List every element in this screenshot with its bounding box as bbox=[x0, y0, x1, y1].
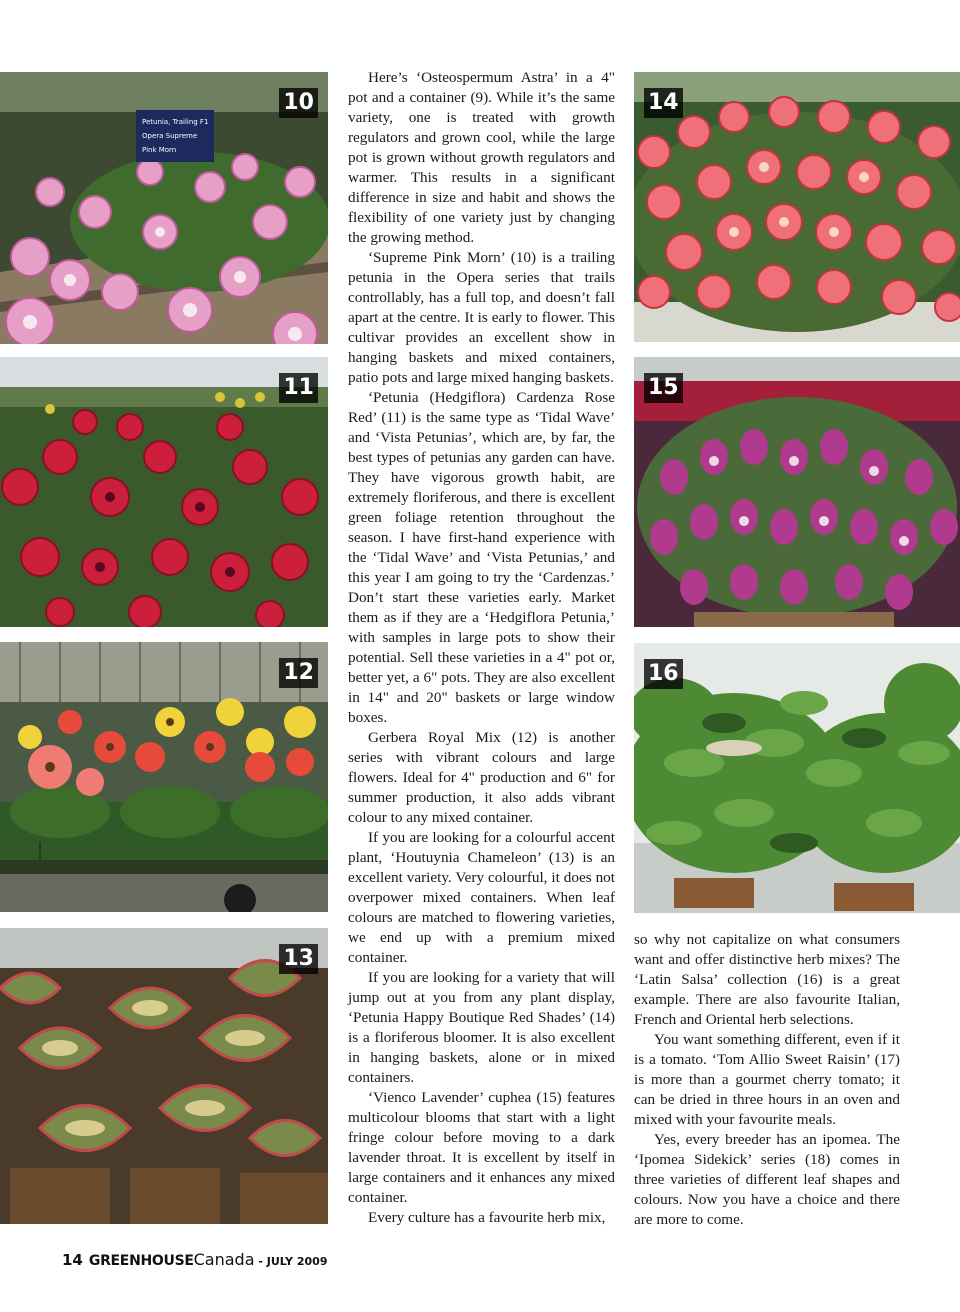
photo-16-latin-salsa-herbs bbox=[634, 643, 960, 913]
photo-number-11: 11 bbox=[279, 373, 318, 403]
paragraph-cardenza-rose-red: ‘Petunia (Hedgiflora) Cardenza Rose Red’ (11) is the same type as ‘Tidal Wave’ and ‘Vista Petunias’, which are, by far, the best types of petunias any garden can have. They have vigorous growth habit, are extremely floriferous, and there is excellent green foliage retention throughout the season. I have first-hand experience with the ‘Tidal Wave’ and ‘Vista Petunias,’ and this year I am going to try the ‘Cardenzas.’ Don’t start these varieties early. Market them as if they are a ‘Hedgiflora Petunia,’ with samples in large pots to show their potential. Sell these varieties in a 4" pot or, better yet, a 6" pots. They are also excellent in 14" and 20" baskets or large window boxes. bbox=[348, 389, 615, 726]
paragraph-houtuynia: If you are looking for a colourful accent plant, ‘Houtuynia Chameleon’ (13) is an excellent variety. Very colourful, it does not overpower mixed containers. When leaf colours are matched to flowering varieties, we end up with a premium mixed container. bbox=[348, 829, 615, 966]
paragraph-vienco-lavender: ‘Vienco Lavender’ cuphea (15) features multicolour blooms that start with a light fringe colour before moving to a dark lavender throat. It is excellent by itself in large containers and it enhances any mixed container. bbox=[348, 1089, 615, 1206]
issue-date: - JULY 2009 bbox=[254, 1255, 328, 1268]
photo-number-16: 16 bbox=[644, 659, 683, 689]
paragraph-osteospermum: Here’s ‘Osteospermum Astra’ in a 4" pot and a container (9). While it’s the same variety, one is treated with growth regulators and grown cool, while the large pot is grown without growth regulators and warmer. This results in a significant difference in size and habit and shows the flexibility of one variety just by changing the growing method. bbox=[348, 69, 615, 246]
photo-11-cardenza-rose-red bbox=[0, 357, 328, 627]
magazine-name-bold: GREENHOUSE bbox=[88, 1253, 194, 1269]
page-number: 14 bbox=[62, 1251, 83, 1269]
photo-number-12: 12 bbox=[279, 658, 318, 688]
photo-number-13: 13 bbox=[279, 944, 318, 974]
photo-14-image bbox=[634, 72, 960, 342]
photo-14-petunia-happy-boutique bbox=[634, 72, 960, 342]
paragraph-herb-intro: Every culture has a favourite herb mix, bbox=[368, 1209, 606, 1226]
photo-15-image bbox=[634, 357, 960, 627]
photo-number-14: 14 bbox=[644, 88, 683, 118]
paragraph-herb-mixes: so why not capitalize on what consumers want and offer distinctive herb mixes? The ‘Latin Salsa’ collection (16) is a great example. There are also favourite Italian, French and Oriental herb selections. bbox=[634, 931, 900, 1028]
paragraph-happy-boutique: If you are looking for a variety that will jump out at you from any plant display, ‘Petunia Happy Boutique Red Shades’ (14) is a floriferous bloomer. It is also excellent in hanging baskets, alone or in mixed containers. bbox=[348, 969, 615, 1086]
photo-10-sign-line-3: Pink Morn bbox=[142, 146, 177, 154]
paragraph-tom-allio: You want something different, even if it is a tomato. ‘Tom Allio Sweet Raisin’ (17) is more than a gourmet cherry tomato; it can be dried in three hours in an oven and mixed with your favourite meals. bbox=[634, 1031, 900, 1128]
article-column-middle bbox=[348, 68, 615, 1228]
photo-number-10: 10 bbox=[279, 88, 318, 118]
photo-16-image bbox=[634, 643, 960, 913]
paragraph-gerbera: Gerbera Royal Mix (12) is another series with vibrant colours and large flowers. Ideal for 4" production and 6" for summer production, it also adds vibrant colour to any mixed container. bbox=[348, 729, 615, 826]
magazine-name-regular: Canada bbox=[193, 1250, 255, 1269]
photo-10-supreme-pink-morn bbox=[0, 72, 328, 344]
paragraph-supreme-pink-morn: ‘Supreme Pink Morn’ (10) is a trailing petunia in the Opera series that trails controllably, has a full top, and doesn’t fall apart at the centre. It is early to flower. This cultivar provides an excellent show in hanging baskets and mixed containers, patio pots and large mixed hanging baskets. bbox=[348, 249, 615, 386]
article-column-right bbox=[634, 930, 900, 1230]
photo-10-sign-line-1: Petunia, Trailing F1 bbox=[142, 118, 209, 126]
photo-10-sign-line-2: Opera Supreme bbox=[142, 132, 198, 140]
paragraph-ipomea: Yes, every breeder has an ipomea. The ‘Ipomea Sidekick’ series (18) comes in three varieties of different leaf shapes and colours. Now you have a choice and there are more to come. bbox=[634, 1131, 900, 1228]
photo-number-15: 15 bbox=[644, 373, 683, 403]
photo-13-houtuynia-chameleon bbox=[0, 928, 328, 1224]
photo-12-gerbera-royal-mix bbox=[0, 642, 328, 912]
page-footer bbox=[62, 1250, 327, 1270]
photo-15-vienco-lavender-cuphea bbox=[634, 357, 960, 627]
